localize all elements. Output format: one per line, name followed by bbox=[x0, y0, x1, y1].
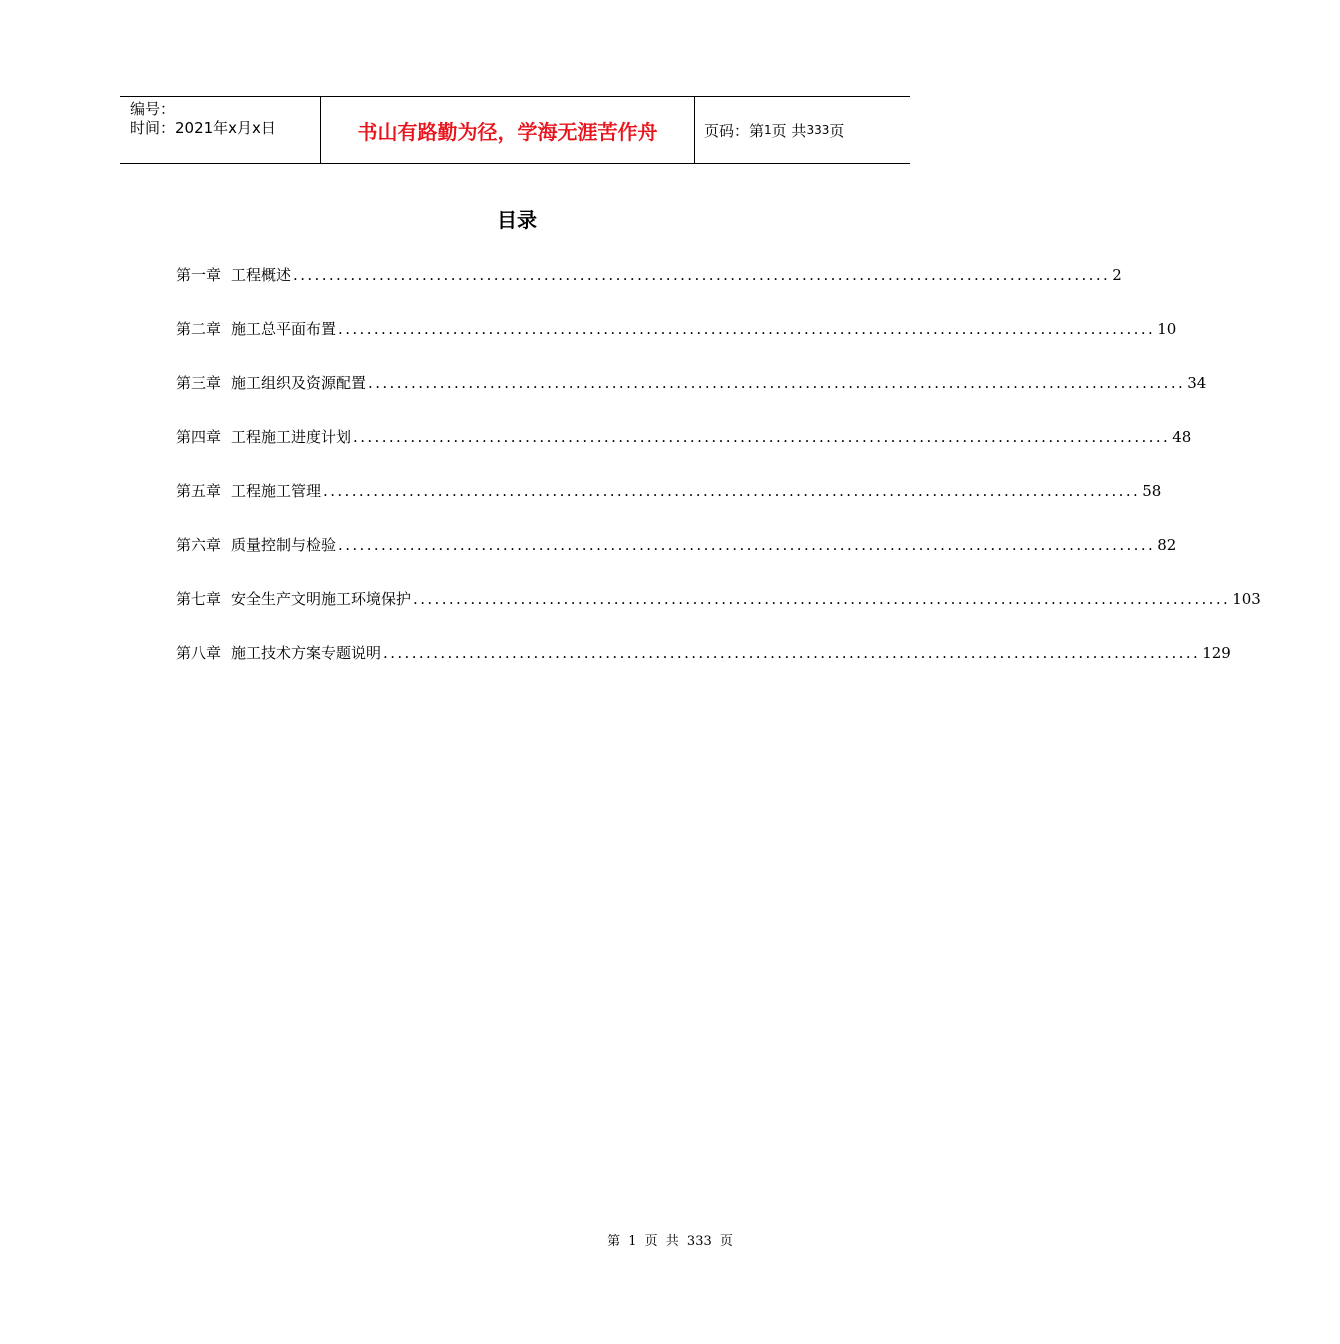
toc-chapter-title: 工程施工进度计划 bbox=[231, 428, 352, 446]
toc-chapter-title: 安全生产文明施工环境保护 bbox=[231, 590, 412, 608]
toc-chapter-number: 第五章 bbox=[176, 482, 222, 500]
toc-entry-3[interactable] bbox=[176, 372, 1207, 426]
toc-entry-2[interactable] bbox=[176, 318, 1177, 372]
toc-dot-leader: .................................................................................................................. bbox=[383, 644, 1201, 662]
toc-entry-6[interactable] bbox=[176, 534, 1177, 588]
header-page-suffix: 页 bbox=[829, 121, 845, 140]
toc-entry-7[interactable] bbox=[176, 588, 1261, 642]
header-page-cell bbox=[695, 97, 910, 163]
toc-entry-8[interactable] bbox=[176, 642, 1231, 696]
toc-page-number: 82 bbox=[1157, 536, 1177, 554]
toc-entry-5[interactable] bbox=[176, 480, 1162, 534]
toc-chapter-title: 施工技术方案专题说明 bbox=[231, 644, 382, 662]
document-time-label: 时间：2021年x月x日 bbox=[130, 119, 276, 137]
toc-chapter-title: 施工总平面布置 bbox=[231, 320, 337, 338]
toc-dot-leader: .................................................................................................................. bbox=[353, 428, 1171, 446]
header-page-prefix: 页码：第 bbox=[704, 121, 765, 140]
page-footer: 第 1 页 共 333 页 bbox=[607, 1234, 733, 1249]
page-header bbox=[120, 96, 910, 164]
header-page-mid: 页 共 bbox=[771, 121, 807, 140]
toc-chapter-number: 第三章 bbox=[176, 374, 222, 392]
header-meta-cell bbox=[120, 97, 321, 163]
toc-chapter-title: 工程施工管理 bbox=[231, 482, 322, 500]
toc-page-number: 58 bbox=[1142, 482, 1162, 500]
table-of-contents bbox=[176, 264, 1261, 696]
toc-chapter-title: 工程概述 bbox=[231, 266, 292, 284]
toc-chapter-title: 质量控制与检验 bbox=[231, 536, 337, 554]
document-number-label: 编号： bbox=[130, 100, 176, 118]
toc-chapter-number: 第二章 bbox=[176, 320, 222, 338]
toc-page-number: 34 bbox=[1187, 374, 1207, 392]
toc-chapter-number: 第一章 bbox=[176, 266, 222, 284]
toc-chapter-number: 第八章 bbox=[176, 644, 222, 662]
header-page-current: 1 bbox=[764, 123, 772, 137]
toc-page-number: 103 bbox=[1232, 590, 1261, 608]
toc-page-number: 2 bbox=[1112, 266, 1122, 284]
header-motto-cell bbox=[321, 97, 695, 163]
header-page-total: 333 bbox=[806, 123, 830, 137]
toc-dot-leader: .................................................................................................................. bbox=[338, 320, 1156, 338]
toc-entry-1[interactable] bbox=[176, 264, 1122, 318]
toc-page-number: 129 bbox=[1202, 644, 1231, 662]
toc-dot-leader: .................................................................................................................. bbox=[413, 590, 1231, 608]
toc-chapter-number: 第七章 bbox=[176, 590, 222, 608]
header-motto: 书山有路勤为径，学海无涯苦作舟 bbox=[357, 119, 658, 144]
toc-dot-leader: .................................................................................................................. bbox=[338, 536, 1156, 554]
toc-chapter-number: 第四章 bbox=[176, 428, 222, 446]
toc-entry-4[interactable] bbox=[176, 426, 1192, 480]
toc-chapter-title: 施工组织及资源配置 bbox=[231, 374, 367, 392]
toc-dot-leader: .................................................................................................................. bbox=[293, 266, 1111, 284]
toc-chapter-number: 第六章 bbox=[176, 536, 222, 554]
toc-page-number: 48 bbox=[1172, 428, 1192, 446]
toc-dot-leader: .................................................................................................................. bbox=[323, 482, 1141, 500]
toc-title: 目录 bbox=[497, 208, 537, 232]
toc-page-number: 10 bbox=[1157, 320, 1177, 338]
toc-dot-leader: .................................................................................................................. bbox=[368, 374, 1186, 392]
